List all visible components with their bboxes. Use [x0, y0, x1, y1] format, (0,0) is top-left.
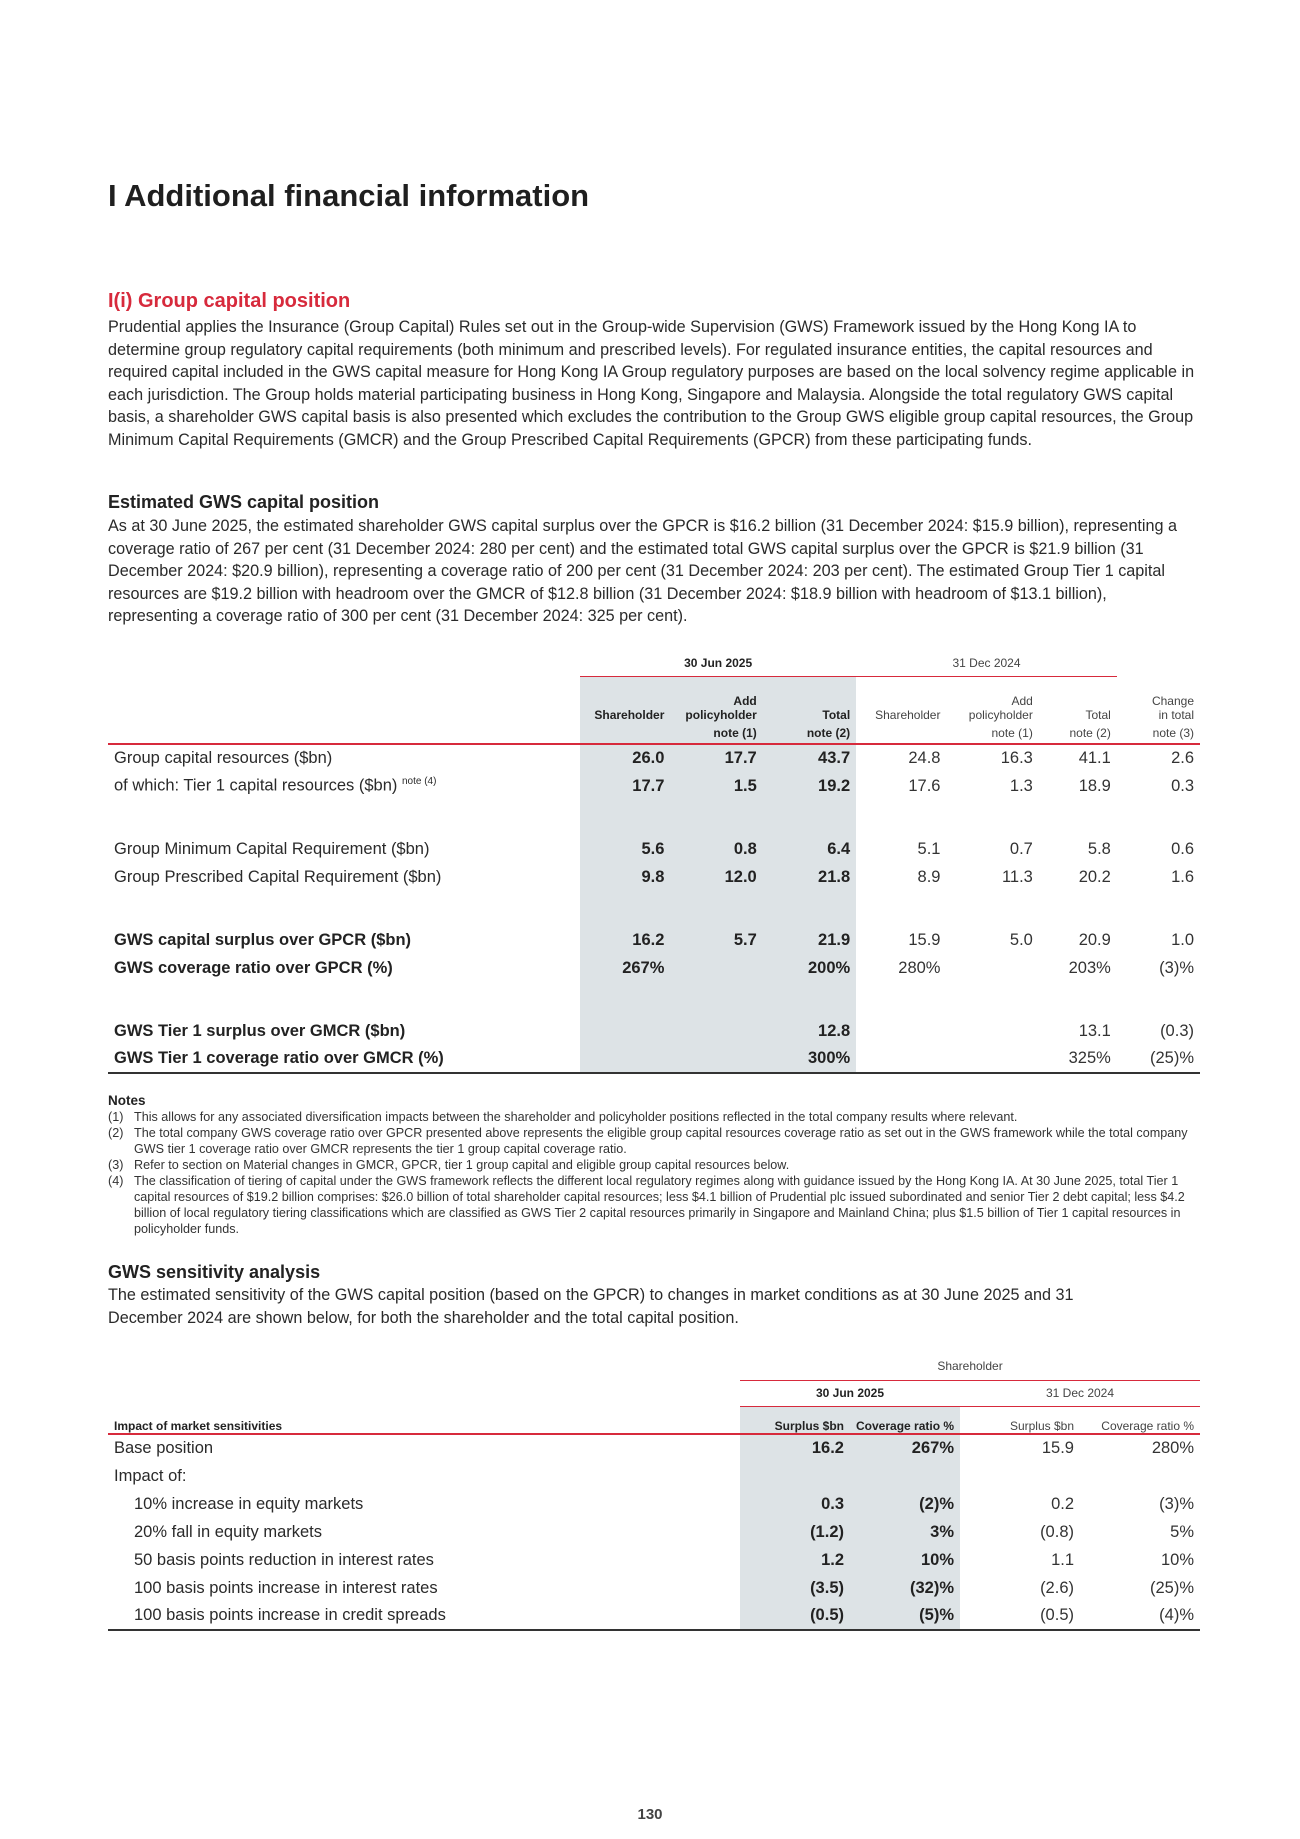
notes-title: Notes	[108, 1093, 146, 1108]
table-row: Group Prescribed Capital Requirement ($bn) 9.8 12.0 21.8 8.9 11.3 20.2 1.6	[108, 863, 1200, 891]
sensitivity-table	[108, 1352, 1200, 1631]
table-row: GWS Tier 1 surplus over GMCR ($bn) 12.8 13.1 (0.3)	[108, 1017, 1200, 1045]
note-item: (2) The total company GWS coverage ratio over GPCR presented above represents the eligible group capital resources coverage ratio as set out in the GWS framework while the total company GWS tier 1 coverage ratio over GMCR represents the tier 1 group capital coverage ratio.	[108, 1126, 1188, 1156]
table-row: Group Minimum Capital Requirement ($bn) 5.6 0.8 6.4 5.1 0.7 5.8 0.6	[108, 835, 1200, 863]
shareholder-group-header: Shareholder	[740, 1352, 1200, 1380]
estimated-heading: Estimated GWS capital position	[108, 492, 380, 512]
note-ref: note (2)	[1039, 722, 1117, 744]
section-heading: I(i) Group capital position	[108, 290, 351, 312]
sens-col-ratio-2024: Coverage ratio %	[1080, 1406, 1200, 1434]
table-row: GWS coverage ratio over GPCR (%) 267% 200% 280% 203% (3)%	[108, 954, 1200, 982]
table-row: Base position 16.2 267% 15.9 280%	[108, 1434, 1200, 1462]
col-add-policyholder-2025: Add policyholder	[670, 676, 762, 722]
sens-col-label: Impact of market sensitivities	[108, 1406, 740, 1434]
sensitivity-heading: GWS sensitivity analysis	[108, 1262, 321, 1282]
period-2024-header: 31 Dec 2024	[856, 650, 1117, 676]
sens-col-ratio-2025: Coverage ratio %	[850, 1406, 960, 1434]
table-row: Group capital resources ($bn) 26.0 17.7 43.7 24.8 16.3 41.1 2.6	[108, 744, 1200, 772]
table-row: 10% increase in equity markets 0.3 (2)% 0.2 (3)%	[108, 1490, 1200, 1518]
note-item: (4) The classification of tiering of capital under the GWS framework reflects the different local regulatory regimes along with guidance issued by the Hong Kong IA. At 30 June 2025, total Tier 1 capital resources of $19.2 billion comprises: $26.0 billion of total shareholder capital resources; less $4.1 billion of Prudential plc issued subordinated and senior Tier 2 debt capital; less $4.2 billion of local regulatory tiering classifications which are classified as GWS Tier 2 capital resources primarily in Singapore and Mainland China; plus $1.5 billion of Tier 1 capital resources in policyholder funds.	[108, 1174, 1185, 1236]
col-shareholder-2024: Shareholder	[875, 708, 941, 722]
notes-block	[108, 1093, 1200, 1237]
table-row: 100 basis points increase in credit spreads (0.5) (5)% (0.5) (4)%	[108, 1602, 1200, 1630]
intro-paragraph: Prudential applies the Insurance (Group Capital) Rules set out in the Group-wide Supervision (GWS) Framework issued by the Hong Kong IA to determine group regulatory capital requirements (both minimum and prescribed levels). For regulated insurance entities, the capital resources and required capital included in the GWS capital measure for Hong Kong IA Group regulatory purposes are based on the local solvency regime applicable in each jurisdiction. The Group holds material participating business in Hong Kong, Singapore and Malaysia. Alongside the total regulatory GWS capital basis, a shareholder GWS capital basis is also presented which excludes the contribution to the Group GWS eligible group capital resources, the Group Minimum Capital Requirements (GMCR) and the Group Prescribed Capital Requirements (GPCR) from these participating funds.	[108, 318, 1195, 449]
col-total-2025: Total	[763, 676, 856, 722]
table-row: of which: Tier 1 capital resources ($bn) $^{note (4)}$ 17.7 1.5 19.2 17.6 1.3 18.9 0.3	[108, 772, 1200, 800]
sens-2025-header: 30 Jun 2025	[740, 1380, 960, 1406]
note-ref: note (1)	[670, 722, 762, 744]
note-item: (3) Refer to section on Material changes in GMCR, GPCR, tier 1 group capital and eligible group capital resources below.	[108, 1158, 790, 1172]
table-row: Impact of:	[108, 1462, 1200, 1490]
sens-2024-header: 31 Dec 2024	[960, 1380, 1200, 1406]
page-number: 130	[637, 1806, 663, 1823]
table-row: 20% fall in equity markets (1.2) 3% (0.8) 5%	[108, 1518, 1200, 1546]
note-ref: note (1)	[946, 722, 1038, 744]
sensitivity-paragraph: The estimated sensitivity of the GWS capital position (based on the GPCR) to changes in market conditions as at 30 June 2025 and 31 December 2024 are shown below, for both the shareholder and the total capital position.	[108, 1286, 1074, 1327]
note-item: (1) This allows for any associated diversification impacts between the shareholder and policyholder positions reflected in the total company results where relevant.	[108, 1110, 1018, 1124]
capital-position-table	[108, 650, 1200, 1074]
col-add-policyholder-2024: Add policyholder	[968, 694, 1033, 722]
table-row: 100 basis points increase in interest rates (3.5) (32)% (2.6) (25)%	[108, 1574, 1200, 1602]
col-change-in-total: Change in total	[1151, 694, 1194, 722]
table-row: GWS Tier 1 coverage ratio over GMCR (%) 300% 325% (25)%	[108, 1045, 1200, 1073]
estimated-paragraph: As at 30 June 2025, the estimated shareholder GWS capital surplus over the GPCR is $16.2 billion (31 December 2024: $15.9 billion), representing a coverage ratio of 267 per cent (31 December 2024: 280 per cent) and the estimated total GWS capital surplus over the GPCR is $21.9 billion (31 December 2024: $20.9 billion), representing a coverage ratio of 200 per cent (31 December 2024: 203 per cent). The estimated Group Tier 1 capital resources are $19.2 billion with headroom over the GMCR of $12.8 billion (31 December 2024: $18.9 billion with headroom of $13.1 billion), representing a coverage ratio of 300 per cent (31 December 2024: 325 per cent).	[108, 517, 1177, 625]
sens-col-surplus-2024: Surplus $bn	[960, 1406, 1080, 1434]
col-total-2024: Total	[1085, 708, 1111, 722]
page-title: I Additional financial information	[108, 178, 590, 213]
table-row: GWS capital surplus over GPCR ($bn) 16.2 5.7 21.9 15.9 5.0 20.9 1.0	[108, 926, 1200, 954]
note-ref: note (3)	[1117, 722, 1200, 744]
period-2025-header: 30 Jun 2025	[580, 650, 856, 676]
table-row: 50 basis points reduction in interest rates 1.2 10% 1.1 10%	[108, 1546, 1200, 1574]
col-shareholder-2025: Shareholder	[580, 676, 670, 722]
sens-col-surplus-2025: Surplus $bn	[740, 1406, 850, 1434]
note-ref: note (2)	[763, 722, 856, 744]
